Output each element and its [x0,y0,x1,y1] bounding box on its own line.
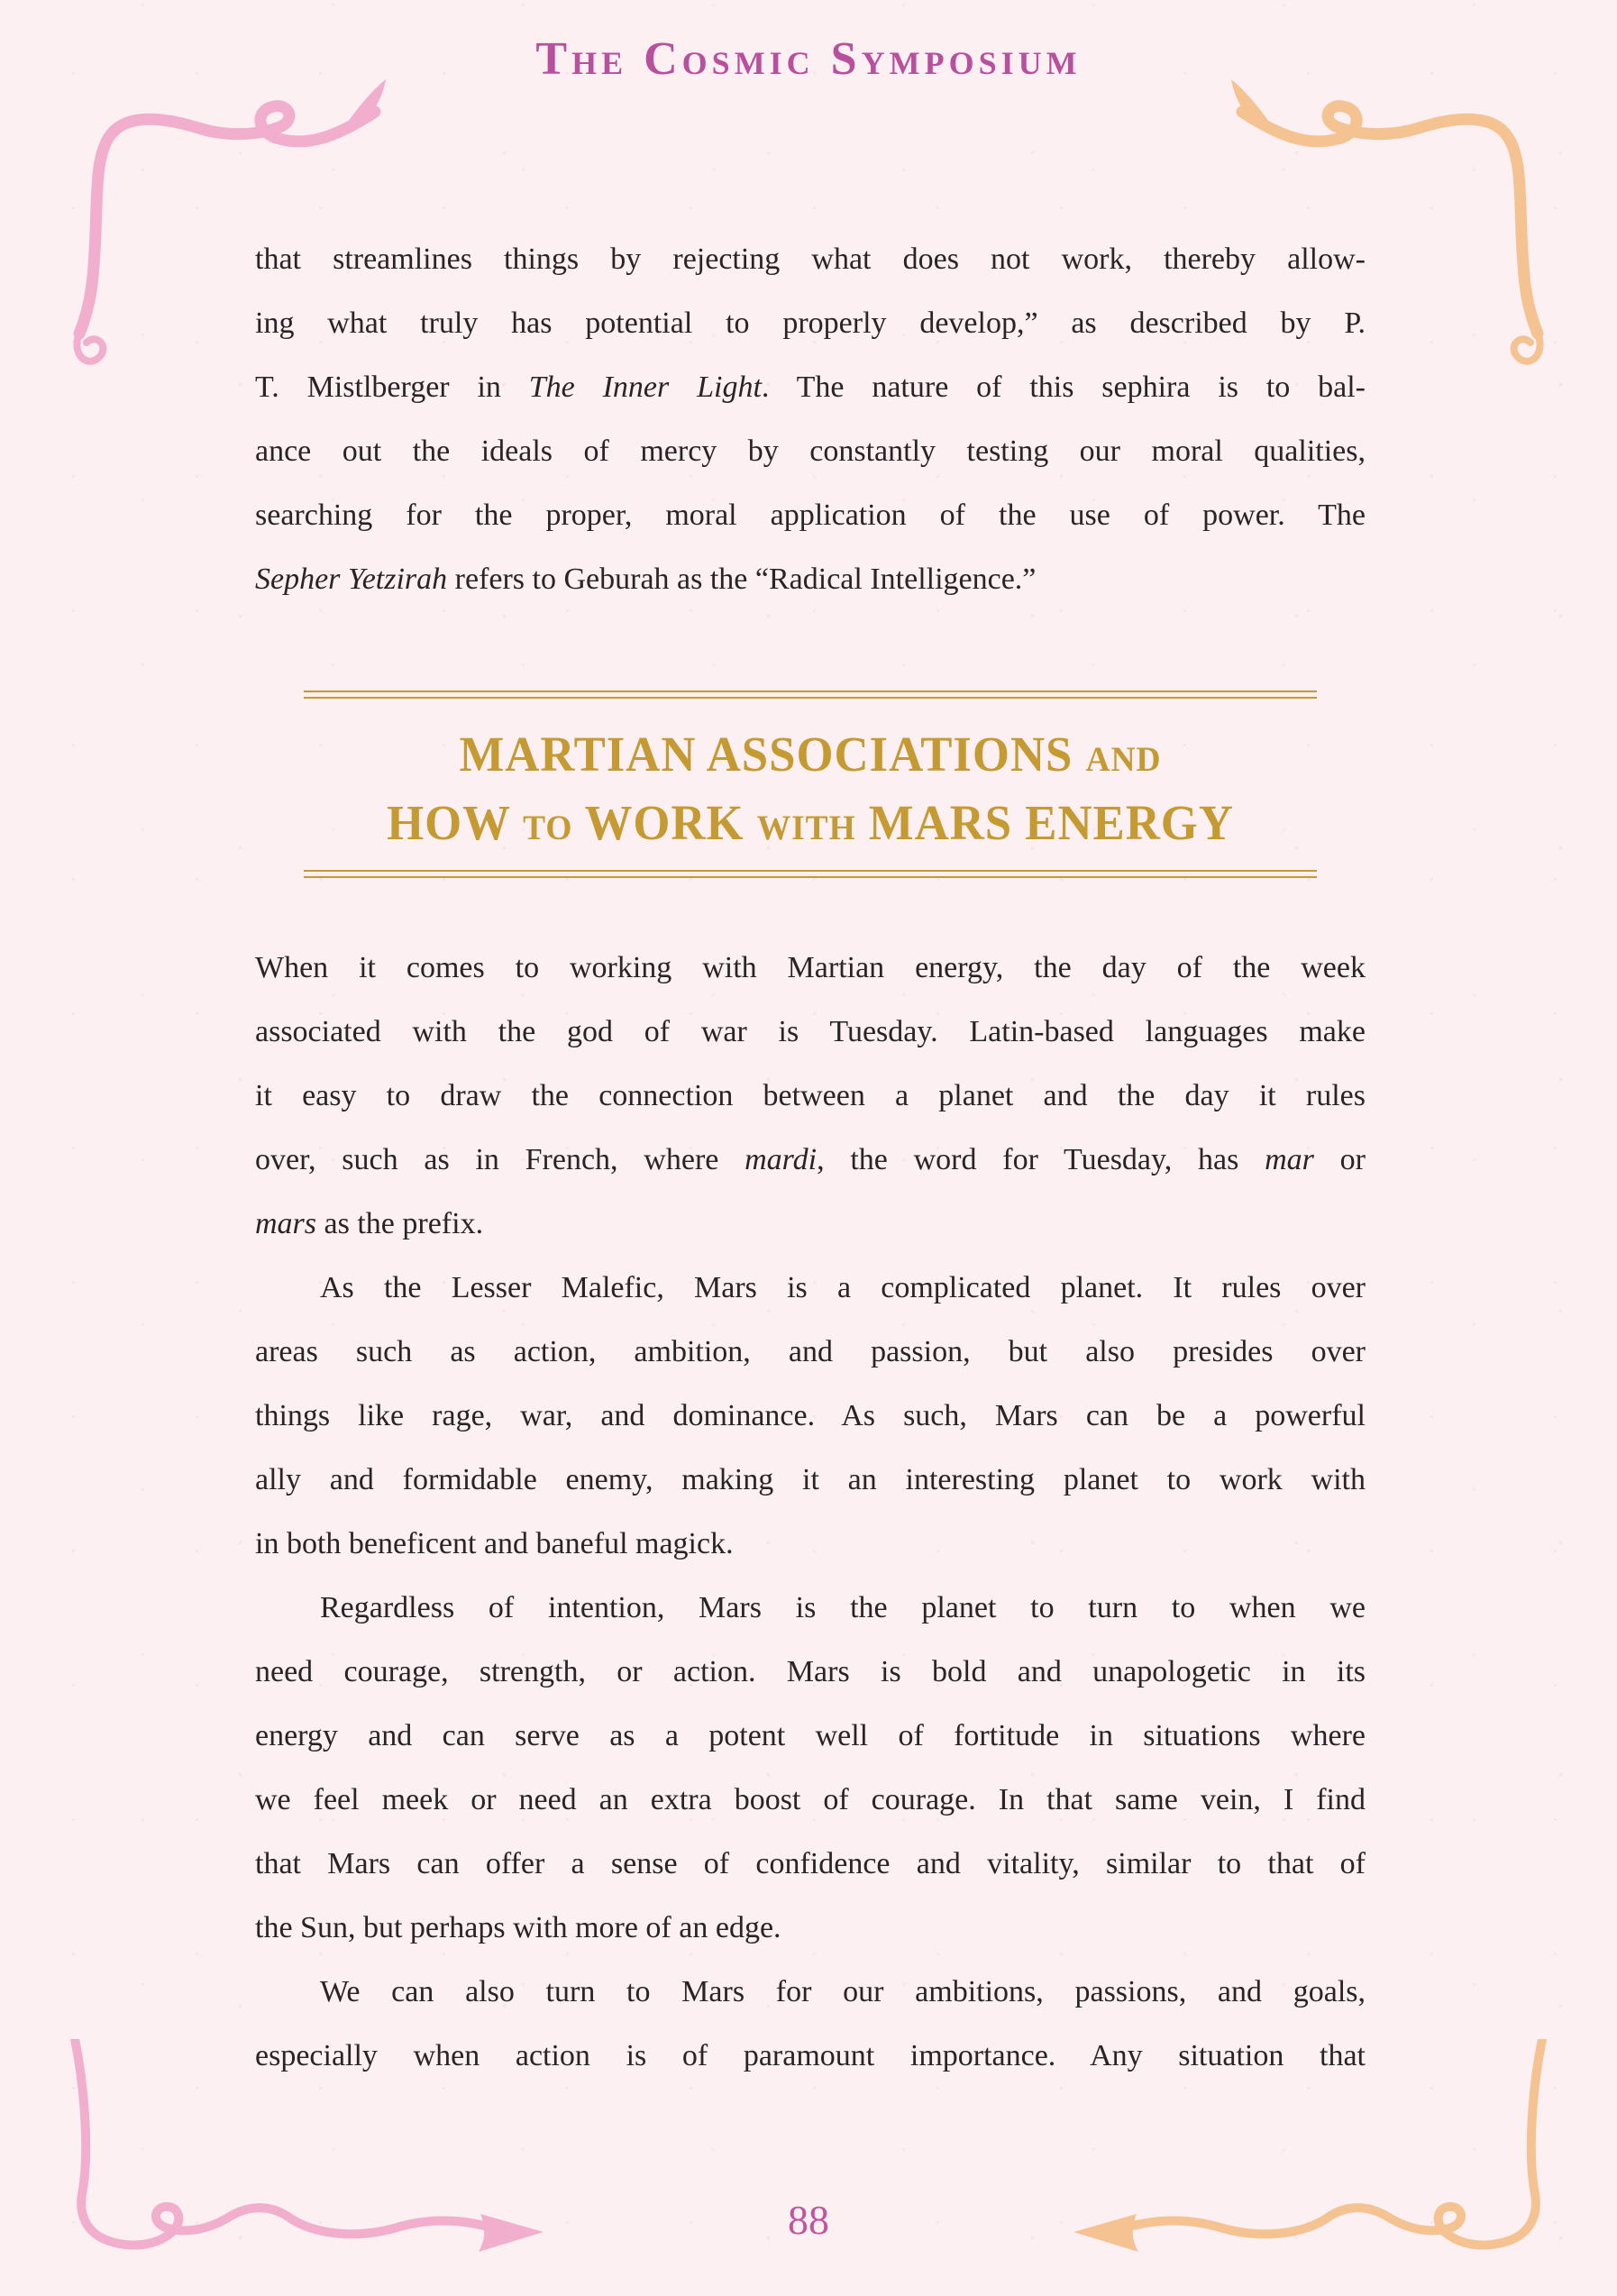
body-line [255,1320,1366,1384]
text-segment: or [1313,1143,1366,1176]
italic-text-segment: Sepher Yetzirah [255,563,448,596]
paragraph [255,1576,1366,1960]
text-segment: refers to Geburah as the “Radical Intelligence.” [447,563,1037,596]
body-line [255,1576,1366,1640]
text-segment: the Sun, but perhaps with more of an edge. [255,1911,781,1944]
body-line [255,291,1366,355]
text-segment: areas such as action, ambition, and passion, but also presides over [255,1335,1366,1368]
body-line [255,419,1366,483]
text-segment: over, such as in French, where [255,1143,745,1176]
paragraph [255,1256,1366,1576]
paragraph [255,227,1366,611]
section-heading-line-1: MARTIAN ASSOCIATIONS and [459,727,1162,782]
heading-bottom-double-rule [304,870,1317,878]
text-segment: need courage, strength, or action. Mars is bold and unapologetic in its [255,1655,1366,1688]
body-line [255,936,1366,1000]
text-segment: T. Mistlberger in [255,370,529,404]
body-line [255,227,1366,291]
paragraphs-before-heading [255,227,1366,611]
body-line [255,547,1366,611]
body-line [255,1064,1366,1128]
text-segment: . The nature of this sephira is to bal- [761,370,1366,404]
text-segment: especially when action is of paramount importance. Any situation that [255,2039,1366,2072]
page-number: 88 [788,2197,829,2243]
body-line [255,1960,1366,2024]
text-segment: we feel meek or need an extra boost of courage. In that same vein, I find [255,1783,1366,1816]
text-segment: energy and can serve as a potent well of fortitude in situations where [255,1719,1366,1752]
italic-text-segment: mars [255,1207,317,1240]
text-segment: ally and formidable enemy, making it an interesting planet to work with [255,1463,1366,1496]
text-segment: As the Lesser Malefic, Mars is a complicated planet. It rules over [320,1271,1366,1304]
text-segment: in both beneficent and baneful magick. [255,1527,734,1560]
text-segment: ance out the ideals of mercy by constantly testing our moral qualities, [255,435,1366,468]
heading-top-double-rule [304,691,1317,699]
text-segment: things like rage, war, and dominance. As such, Mars can be a powerful [255,1399,1366,1432]
section-heading-block [304,691,1317,878]
paragraphs-after-heading [255,936,1366,2088]
body-line [255,1128,1366,1192]
body-line [255,1000,1366,1064]
body-line [255,1704,1366,1768]
text-segment: searching for the proper, moral application of the use of power. The [255,499,1366,532]
italic-text-segment: mar [1265,1143,1314,1176]
section-heading-line-2: HOW to WORK with MARS ENERGY [387,795,1234,850]
text-segment: Regardless of intention, Mars is the planet to turn to when we [320,1591,1366,1624]
text-segment: ing what truly has potential to properly develop,” as described by P. [255,306,1366,340]
text-segment: , the word for Tuesday, has [817,1143,1265,1176]
body-line [255,1384,1366,1448]
body-line [255,1896,1366,1960]
body-line [255,483,1366,547]
paragraph [255,1960,1366,2088]
text-segment: When it comes to working with Martian energy, the day of the week [255,951,1366,984]
body-line [255,1640,1366,1704]
italic-text-segment: The Inner Light [528,370,762,404]
text-segment: associated with the god of war is Tuesday. Latin-based languages make [255,1015,1366,1048]
text-segment: that Mars can offer a sense of confidence and vitality, similar to that of [255,1847,1366,1880]
running-header: The Cosmic Symposium [535,33,1082,85]
body-line [255,1256,1366,1320]
text-segment: We can also turn to Mars for our ambitions, passions, and goals, [320,1975,1366,2008]
text-segment: that streamlines things by rejecting what does not work, thereby allow- [255,242,1366,276]
body-text-column [255,227,1366,2088]
section-heading [304,720,1317,857]
body-line [255,1832,1366,1896]
body-line [255,355,1366,419]
text-segment: it easy to draw the connection between a planet and the day it rules [255,1079,1366,1112]
body-line [255,1768,1366,1832]
body-line [255,2024,1366,2088]
paragraph [255,936,1366,1256]
text-segment: as the prefix. [316,1207,484,1240]
italic-text-segment: mardi [745,1143,818,1176]
body-line [255,1192,1366,1256]
body-line [255,1512,1366,1576]
body-line [255,1448,1366,1512]
